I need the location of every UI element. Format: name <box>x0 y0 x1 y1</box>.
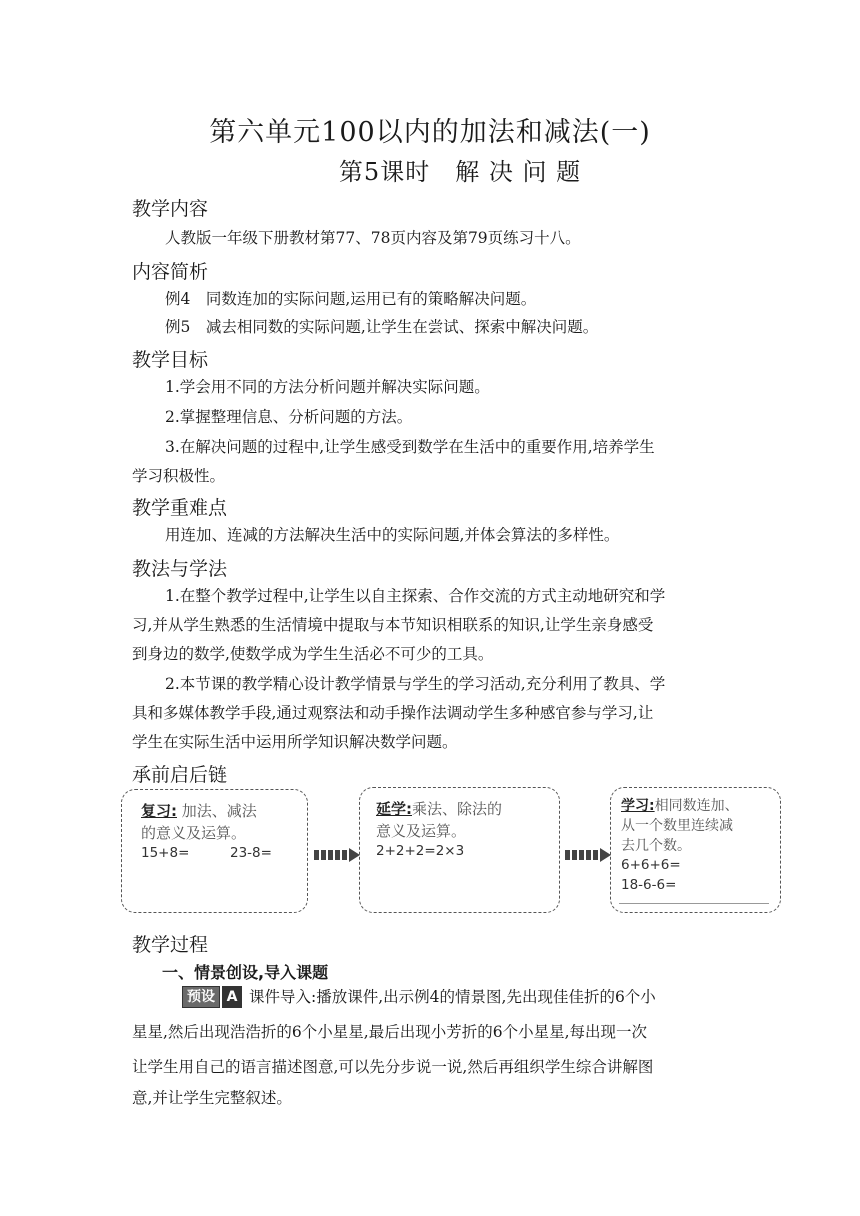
chain-arrow-1-icon <box>314 844 360 858</box>
study-label: 学习: <box>621 798 655 814</box>
process-para-line1: 课件导入:播放课件,出示例4的情景图,先出现佳佳折的6个小 <box>249 988 656 1006</box>
extension-text-2: 意义及运算。 <box>376 822 467 840</box>
heading-key-points: 教学重难点 <box>132 497 228 519</box>
review-equation-2: 23-8= <box>230 845 272 861</box>
preset-badge <box>182 986 242 1008</box>
heading-content-summary: 内容简析 <box>132 261 209 283</box>
chain-arrow-2-icon <box>565 844 611 858</box>
heading-teaching-goals: 教学目标 <box>132 349 209 371</box>
process-para-line3: 让学生用自己的语言描述图意,可以先分步说一说,然后再组织学生综合讲解图 <box>132 1058 654 1076</box>
step-1-title: 一、情景创设,导入课题 <box>162 963 329 982</box>
method-2-line3: 学生在实际生活中运用所学知识解决数学问题。 <box>132 733 458 751</box>
study-equation-2: 18-6-6= <box>621 877 677 893</box>
heading-teaching-process: 教学过程 <box>132 934 209 956</box>
extension-equation-1: 2+2+2=2×3 <box>376 843 465 859</box>
teaching-content-text: 人教版一年级下册教材第77、78页内容及第79页练习十八。 <box>165 229 581 247</box>
study-box <box>610 787 781 913</box>
goal-1: 1.学会用不同的方法分析问题并解决实际问题。 <box>165 378 490 396</box>
heading-teaching-content: 教学内容 <box>132 198 209 220</box>
lesson-subtitle: 第5课时 解 决 问 题 <box>338 158 582 186</box>
study-text-1: 相同数连加、 <box>654 798 739 814</box>
method-1-line1: 1.在整个教学过程中,让学生以自主探索、合作交流的方式主动地研究和学 <box>165 587 666 605</box>
study-text-2: 从一个数里连续减 <box>621 818 733 834</box>
heading-knowledge-chain: 承前启后链 <box>132 764 228 786</box>
summary-example-4: 例4 同数连加的实际问题,运用已有的策略解决问题。 <box>165 290 537 308</box>
goal-3-line2: 学习积极性。 <box>132 467 226 485</box>
key-points-text: 用连加、连减的方法解决生活中的实际问题,并体会算法的多样性。 <box>165 526 620 544</box>
heading-methods: 教法与学法 <box>132 558 228 580</box>
extension-label: 延学: <box>376 800 412 818</box>
method-1-line2: 习,并从学生熟悉的生活情境中提取与本节知识相联系的知识,让学生亲身感受 <box>132 616 654 634</box>
review-box <box>121 789 308 913</box>
study-equation-1: 6+6+6= <box>621 857 681 873</box>
extension-box-line1 <box>376 799 502 820</box>
study-box-divider <box>619 903 769 904</box>
preset-badge-label: 预设 <box>182 986 220 1008</box>
extension-box <box>359 787 560 913</box>
preset-badge-letter: A <box>222 986 242 1008</box>
review-box-line1 <box>141 801 257 822</box>
summary-example-5: 例5 减去相同数的实际问题,让学生在尝试、探索中解决问题。 <box>165 318 599 336</box>
study-text-3: 去几个数。 <box>621 838 691 854</box>
document-title: 第六单元100以内的加法和减法(一) <box>209 117 651 148</box>
goal-2: 2.掌握整理信息、分析问题的方法。 <box>165 408 413 426</box>
review-text-1: 加法、减法 <box>181 802 257 820</box>
method-1-line3: 到身边的数学,使数学成为学生生活必不可少的工具。 <box>132 645 494 663</box>
goal-3-line1: 3.在解决问题的过程中,让学生感受到数学在生活中的重要作用,培养学生 <box>165 438 655 456</box>
extension-text-1: 乘法、除法的 <box>412 800 503 818</box>
process-para-line2: 星星,然后出现浩浩折的6个小星星,最后出现小芳折的6个小星星,每出现一次 <box>132 1023 648 1041</box>
method-2-line2: 具和多媒体教学手段,通过观察法和动手操作法调动学生多种感官参与学习,让 <box>132 704 654 722</box>
review-text-2: 的意义及运算。 <box>141 824 247 842</box>
study-box-line1 <box>621 796 739 816</box>
method-2-line1: 2.本节课的教学精心设计教学情景与学生的学习活动,充分利用了教具、学 <box>165 675 666 693</box>
review-label: 复习: <box>141 802 177 820</box>
process-para-line4: 意,并让学生完整叙述。 <box>132 1089 292 1107</box>
review-equation-1: 15+8= <box>141 845 190 861</box>
